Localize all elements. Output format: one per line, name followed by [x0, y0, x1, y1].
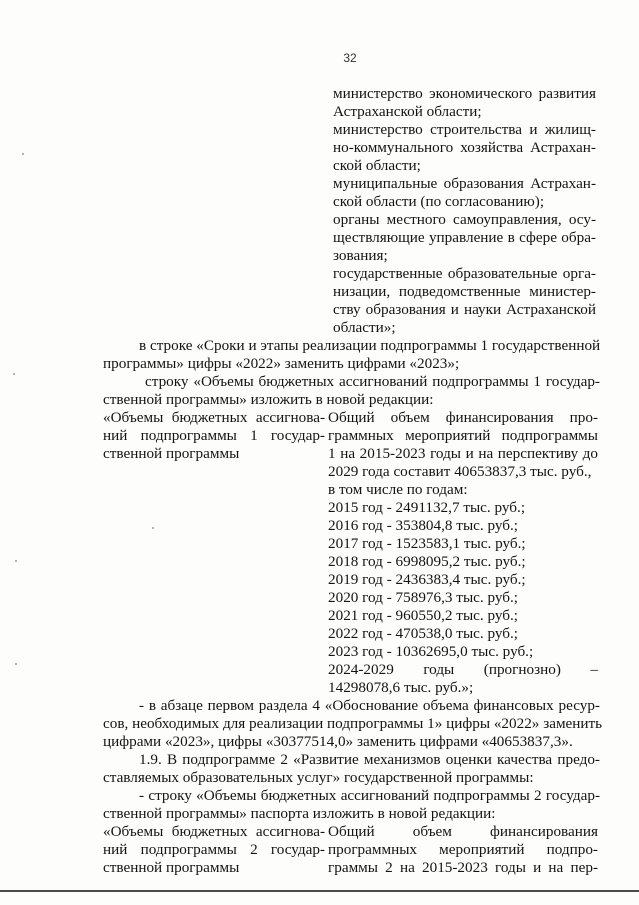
ministries-line: ской области (по согласованию);: [333, 193, 545, 210]
section4-paragraph-line: сов, необходимых для реализации подпрограммы 1» цифры «2022» заменить: [103, 715, 603, 732]
table2-left-line: ний подпрограммы 2 государ-: [103, 841, 325, 858]
ministries-line: низации, подведомственные министер-: [333, 283, 596, 300]
table1-right-line: 1 на 2015-2023 годы и на перспективу до: [328, 445, 598, 462]
volumes2-paragraph-line: - строку «Объемы бюджетных ассигнований подпрограммы 2 государ-: [139, 787, 600, 804]
terms-paragraph-line: в строке «Сроки и этапы реализации подпрограммы 1 государственной: [139, 337, 601, 354]
ministries-line: ществляющие управление в сфере обра-: [333, 229, 596, 246]
table1-right-line: 2029 года составит 40653837,3 тыс. руб.,: [328, 463, 592, 480]
table2-right-line: граммы 2 на 2015-2023 годы и на пер-: [328, 859, 598, 876]
ministries-line: министерство экономического развития: [333, 85, 596, 102]
table2-left-line: ственной программы: [103, 859, 240, 876]
table1-year-line: 2016 год - 353804,8 тыс. руб.;: [328, 517, 519, 534]
volumes1-paragraph-line: строку «Объемы бюджетных ассигнований подпрограммы 1 государ-: [145, 373, 600, 390]
volumes1-paragraph-line: ственной программы» изложить в новой редакции:: [103, 391, 434, 408]
scan-speck: [13, 373, 15, 375]
volumes2-paragraph-line: ственной программы» паспорта изложить в новой редакции:: [103, 805, 496, 822]
table2-right-line: Общий объем финансирования: [328, 823, 598, 840]
scan-speck: [15, 560, 17, 562]
table2-left-line: «Объемы бюджетных ассигнова-: [103, 823, 325, 840]
table1-forecast-total: 14298078,6 тыс. руб.»;: [328, 679, 474, 696]
table1-forecast-line: 2024-2029 годы (прогнозно) –: [328, 661, 598, 678]
table1-year-line: 2018 год - 6998095,2 тыс. руб.;: [328, 553, 526, 570]
table1-right-line: граммных мероприятий подпрограммы: [328, 427, 598, 444]
ministries-line: зования;: [333, 247, 388, 264]
table1-year-line: 2017 год - 1523583,1 тыс. руб.;: [328, 535, 526, 552]
table1-left-line: ний подпрограммы 1 государ-: [103, 427, 325, 444]
table1-right-line: Общий объем финансирования про-: [328, 409, 598, 426]
ministries-line: государственные образовательные орга-: [333, 265, 596, 282]
scan-speck: [22, 153, 24, 155]
table2-right-line: программных мероприятий подпро-: [328, 841, 598, 858]
terms-paragraph-line: программы» цифры «2022» заменить цифрами «2023»;: [103, 355, 460, 372]
table1-left-line: ственной программы: [103, 445, 240, 462]
ministries-line: ству образования и науки Астраханской: [333, 301, 596, 318]
ministries-line: муниципальные образования Астрахан-: [333, 175, 596, 192]
scan-bottom-edge: [0, 890, 639, 892]
ministries-line: органы местного самоуправления, осу-: [333, 211, 596, 228]
ministries-line: области»;: [333, 319, 396, 336]
page-number: 32: [343, 51, 357, 65]
ministries-line: ской области;: [333, 157, 421, 174]
table1-year-line: 2019 год - 2436383,4 тыс. руб.;: [328, 571, 526, 588]
ministries-line: Астраханской области;: [333, 103, 482, 120]
table1-left-line: «Объемы бюджетных ассигнова-: [103, 409, 325, 426]
table1-year-line: 2021 год - 960550,2 тыс. руб.;: [328, 607, 519, 624]
table1-year-line: 2015 год - 2491132,7 тыс. руб.;: [328, 499, 526, 516]
table1-year-line: 2022 год - 470538,0 тыс. руб.;: [328, 625, 519, 642]
table1-year-line: 2020 год - 758976,3 тыс. руб.;: [328, 589, 519, 606]
scan-speck: [15, 663, 17, 665]
ministries-line: но-коммунального хозяйства Астрахан-: [333, 139, 596, 156]
section4-paragraph-line: - в абзаце первом раздела 4 «Обоснование объема финансовых ресур-: [139, 697, 600, 714]
scan-speck: [152, 527, 154, 529]
clause-1-9-line: 1.9. В подпрограмме 2 «Развитие механизмов оценки качества предо-: [139, 751, 600, 768]
table1-year-line: 2023 год - 10362695,0 тыс. руб.;: [328, 643, 534, 660]
ministries-line: министерство строительства и жилищ-: [333, 121, 596, 138]
clause-1-9-line: ставляемых образовательных услуг» государственной программы:: [103, 769, 534, 786]
section4-paragraph-line: цифрами «2023», цифры «30377514,0» заменить цифрами «40653837,3».: [103, 733, 573, 750]
table1-right-line: в том числе по годам:: [328, 481, 468, 498]
